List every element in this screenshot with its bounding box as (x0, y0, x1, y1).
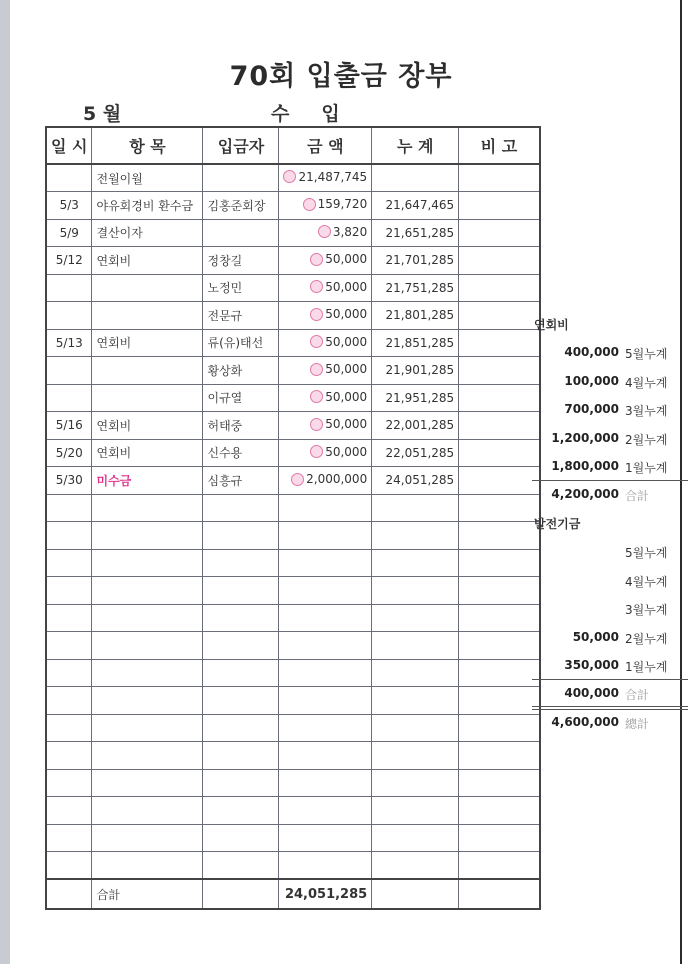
row-item (92, 274, 203, 302)
empty-cell (279, 742, 372, 770)
empty-cell (279, 522, 372, 550)
empty-cell (279, 797, 372, 825)
dues-row-value: 400,000 (564, 345, 619, 359)
row-amount-value: 50,000 (325, 362, 368, 376)
row-cumulative: 21,647,465 (372, 192, 459, 220)
empty-cell (372, 742, 459, 770)
row-note (459, 274, 540, 302)
scan-edge-right (680, 0, 700, 964)
scan-edge-left (0, 0, 10, 964)
dues-total-label: 合計 (625, 489, 650, 503)
empty-cell (46, 769, 92, 797)
seal-stamp-icon (310, 390, 323, 403)
empty-cell (279, 769, 372, 797)
empty-cell (459, 494, 540, 522)
dues-row (534, 431, 671, 448)
col-amount-header: 금 액 (279, 127, 372, 164)
empty-cell (372, 687, 459, 715)
empty-cell (92, 769, 203, 797)
fund-row (534, 630, 671, 647)
row-note (459, 192, 540, 220)
row-note (459, 329, 540, 357)
empty-cell (92, 494, 203, 522)
fund-row-label: 5월누계 (625, 546, 668, 560)
row-cumulative: 21,901,285 (372, 357, 459, 385)
row-cumulative: 24,051,285 (372, 467, 459, 495)
table-row-empty (46, 852, 540, 880)
table-row (46, 384, 540, 412)
row-item (92, 384, 203, 412)
dues-row-label: 5월누계 (625, 347, 668, 361)
empty-cell (92, 604, 203, 632)
empty-cell (46, 632, 92, 660)
empty-cell (203, 769, 279, 797)
section-label-part: 수 (271, 103, 294, 125)
empty-cell (372, 714, 459, 742)
empty-cell (203, 687, 279, 715)
row-cumulative: 22,001,285 (372, 412, 459, 440)
row-item: 야유회경비 환수금 (92, 192, 203, 220)
empty-cell (92, 797, 203, 825)
table-row (46, 412, 540, 440)
dues-row-value: 100,000 (564, 373, 619, 388)
total-cumulative (372, 879, 459, 909)
empty-cell (92, 687, 203, 715)
dues-row (534, 374, 671, 391)
fund-heading: 발전기금 (534, 517, 581, 531)
row-item: 연회비 (92, 439, 203, 467)
seal-stamp-icon (310, 253, 323, 266)
row-payer: 전문규 (203, 302, 279, 330)
dues-row (534, 459, 671, 476)
row-cumulative: 22,051,285 (372, 439, 459, 467)
table-row (46, 439, 540, 467)
empty-cell (279, 714, 372, 742)
empty-cell (46, 577, 92, 605)
col-note-header: 비 고 (459, 127, 540, 164)
month-label: 5 월 (83, 103, 122, 125)
dues-divider (532, 480, 688, 481)
row-payer: 황상화 (203, 357, 279, 385)
row-item: 연회비 (92, 329, 203, 357)
fund-row-label: 4월누계 (625, 574, 668, 589)
row-item: 연회비 (92, 412, 203, 440)
table-row-empty (46, 577, 540, 605)
seal-stamp-icon (310, 335, 323, 348)
row-item: 결산이자 (92, 219, 203, 247)
row-date (46, 302, 92, 330)
empty-cell (203, 659, 279, 687)
row-amount-value: 50,000 (325, 417, 368, 431)
row-amount-value: 50,000 (325, 252, 368, 266)
fund-row-label: 2월누계 (625, 631, 668, 646)
row-amount-value: 21,487,745 (298, 169, 368, 184)
empty-cell (279, 577, 372, 605)
row-payer: 이규열 (203, 384, 279, 412)
row-note (459, 247, 540, 275)
fund-divider (532, 679, 688, 680)
empty-cell (279, 494, 372, 522)
empty-cell (459, 852, 540, 880)
row-amount (279, 384, 372, 412)
table-row-empty (46, 742, 540, 770)
row-amount-value: 2,000,000 (306, 472, 368, 486)
grand-total-label: 總計 (625, 717, 650, 731)
row-amount (279, 219, 372, 247)
fund-row-value: 50,000 (572, 629, 619, 644)
table-row-empty (46, 632, 540, 660)
empty-cell (203, 852, 279, 880)
empty-cell (459, 769, 540, 797)
empty-cell (46, 494, 92, 522)
empty-cell (459, 742, 540, 770)
table-row-empty (46, 797, 540, 825)
empty-cell (459, 604, 540, 632)
row-cumulative: 21,701,285 (372, 247, 459, 275)
empty-cell (46, 687, 92, 715)
empty-cell (46, 742, 92, 770)
row-amount (279, 247, 372, 275)
empty-cell (92, 714, 203, 742)
row-amount (279, 439, 372, 467)
fund-total (534, 686, 671, 703)
table-row (46, 357, 540, 385)
empty-cell (203, 522, 279, 550)
seal-stamp-icon (310, 308, 323, 321)
empty-cell (459, 632, 540, 660)
empty-cell (372, 632, 459, 660)
grand-total (534, 715, 671, 732)
empty-cell (372, 604, 459, 632)
row-amount (279, 274, 372, 302)
empty-cell (46, 714, 92, 742)
row-note (459, 219, 540, 247)
empty-cell (92, 522, 203, 550)
row-amount-value: 50,000 (325, 279, 368, 294)
total-label: 合計 (92, 879, 203, 909)
row-payer: 정창길 (203, 247, 279, 275)
empty-cell (279, 604, 372, 632)
table-row (46, 247, 540, 275)
row-date (46, 384, 92, 412)
dues-row-value: 700,000 (564, 402, 619, 416)
row-date (46, 164, 92, 192)
empty-cell (459, 824, 540, 852)
seal-stamp-icon (310, 418, 323, 431)
empty-cell (92, 549, 203, 577)
row-payer: 신수용 (203, 439, 279, 467)
empty-cell (46, 852, 92, 880)
empty-cell (203, 824, 279, 852)
row-note (459, 412, 540, 440)
empty-cell (92, 824, 203, 852)
table-row-empty (46, 714, 540, 742)
row-date: 5/20 (46, 439, 92, 467)
row-cumulative: 21,651,285 (372, 219, 459, 247)
row-amount-value: 50,000 (325, 444, 368, 459)
col-payer-header: 입금자 (203, 127, 279, 164)
row-date: 5/12 (46, 247, 92, 275)
row-amount (279, 467, 372, 495)
seal-stamp-icon (310, 363, 323, 376)
dues-row-value: 1,800,000 (551, 459, 619, 473)
empty-cell (279, 549, 372, 577)
row-payer: 류(유)태선 (203, 329, 279, 357)
dues-heading: 연회비 (534, 318, 569, 332)
row-item (92, 302, 203, 330)
total-note (459, 879, 540, 909)
empty-cell (459, 797, 540, 825)
dues-total (534, 487, 671, 504)
row-amount (279, 357, 372, 385)
fund-row-label: 1월누계 (625, 660, 668, 674)
row-date: 5/13 (46, 329, 92, 357)
total-row (46, 879, 540, 909)
row-note (459, 384, 540, 412)
total-payer (203, 879, 279, 909)
row-note (459, 467, 540, 495)
empty-cell (279, 687, 372, 715)
empty-cell (459, 522, 540, 550)
grand-total-value: 4,600,000 (551, 715, 619, 729)
row-date: 5/30 (46, 467, 92, 495)
empty-cell (372, 494, 459, 522)
empty-cell (372, 769, 459, 797)
table-row (46, 192, 540, 220)
empty-cell (372, 549, 459, 577)
empty-cell (203, 797, 279, 825)
empty-cell (46, 522, 92, 550)
dues-row-label: 2월누계 (625, 432, 668, 447)
empty-cell (46, 549, 92, 577)
empty-cell (279, 632, 372, 660)
empty-cell (46, 659, 92, 687)
row-payer: 심흥규 (203, 467, 279, 495)
row-date: 5/16 (46, 412, 92, 440)
row-amount (279, 302, 372, 330)
dues-row-label: 3월누계 (625, 404, 668, 418)
ledger-body (46, 164, 540, 909)
table-row-empty (46, 824, 540, 852)
row-note (459, 439, 540, 467)
fund-total-label: 合計 (625, 688, 650, 702)
seal-stamp-icon (303, 198, 316, 211)
total-amount: 24,051,285 (279, 879, 372, 909)
page-title: 70회 입출금 장부 (229, 61, 453, 92)
dues-row (534, 345, 671, 362)
row-cumulative: 21,751,285 (372, 274, 459, 302)
row-payer (203, 219, 279, 247)
dues-row-label: 4월누계 (625, 375, 668, 390)
ledger-table (45, 126, 541, 910)
empty-cell (279, 852, 372, 880)
table-row (46, 274, 540, 302)
seal-stamp-icon (318, 225, 331, 238)
fund-row (534, 658, 671, 675)
empty-cell (372, 797, 459, 825)
row-amount-value: 50,000 (325, 307, 368, 321)
row-note (459, 302, 540, 330)
empty-cell (372, 577, 459, 605)
table-row-empty (46, 687, 540, 715)
dues-row (534, 402, 671, 419)
row-amount-value: 50,000 (325, 334, 368, 349)
section-label-part: 입 (321, 103, 344, 125)
row-date (46, 274, 92, 302)
empty-cell (459, 577, 540, 605)
table-row (46, 302, 540, 330)
seal-stamp-icon (291, 473, 304, 486)
table-row (46, 467, 540, 495)
empty-cell (92, 659, 203, 687)
fund-row (534, 544, 671, 561)
header-row (46, 127, 540, 164)
fund-row (534, 573, 671, 590)
row-payer: 노정민 (203, 274, 279, 302)
empty-cell (459, 549, 540, 577)
row-amount (279, 164, 372, 192)
grand-divider (532, 709, 688, 710)
empty-cell (372, 522, 459, 550)
row-cumulative: 21,951,285 (372, 384, 459, 412)
row-payer: 허태중 (203, 412, 279, 440)
empty-cell (203, 632, 279, 660)
dues-row-label: 1월누계 (625, 461, 668, 475)
section-label (271, 99, 344, 126)
row-cumulative (372, 164, 459, 192)
table-row-empty (46, 604, 540, 632)
table-row-empty (46, 659, 540, 687)
row-date: 5/9 (46, 219, 92, 247)
empty-cell (46, 797, 92, 825)
empty-cell (372, 659, 459, 687)
row-amount (279, 412, 372, 440)
row-amount (279, 192, 372, 220)
row-item: 연회비 (92, 247, 203, 275)
empty-cell (203, 604, 279, 632)
table-row-empty (46, 769, 540, 797)
row-amount-value: 50,000 (325, 389, 368, 404)
empty-cell (203, 742, 279, 770)
row-amount-value: 159,720 (317, 197, 368, 211)
row-cumulative: 21,801,285 (372, 302, 459, 330)
empty-cell (279, 824, 372, 852)
row-date (46, 357, 92, 385)
row-item: 전월이월 (92, 164, 203, 192)
empty-cell (46, 824, 92, 852)
empty-cell (459, 714, 540, 742)
table-row (46, 219, 540, 247)
row-payer: 김홍준회장 (203, 192, 279, 220)
dues-row-value: 1,200,000 (551, 430, 619, 445)
row-amount (279, 329, 372, 357)
row-note (459, 357, 540, 385)
empty-cell (372, 824, 459, 852)
dues-total-value: 4,200,000 (551, 487, 619, 501)
row-payer (203, 164, 279, 192)
row-amount-value: 3,820 (332, 224, 368, 239)
fund-row-label: 3월누계 (625, 603, 668, 617)
empty-cell (459, 659, 540, 687)
empty-cell (92, 742, 203, 770)
seal-stamp-icon (310, 445, 323, 458)
table-row (46, 329, 540, 357)
table-row-empty (46, 549, 540, 577)
row-item: 미수금 (92, 467, 203, 495)
col-cumulative-header: 누 계 (372, 127, 459, 164)
empty-cell (203, 577, 279, 605)
empty-cell (92, 632, 203, 660)
empty-cell (92, 852, 203, 880)
empty-cell (459, 687, 540, 715)
table-row-empty (46, 522, 540, 550)
col-date-header: 일 시 (46, 127, 92, 164)
row-item (92, 357, 203, 385)
empty-cell (203, 714, 279, 742)
table-row-empty (46, 494, 540, 522)
empty-cell (92, 577, 203, 605)
fund-row-value: 350,000 (564, 658, 619, 672)
row-date: 5/3 (46, 192, 92, 220)
table-row (46, 164, 540, 192)
fund-total-value: 400,000 (564, 686, 619, 700)
row-note (459, 164, 540, 192)
empty-cell (203, 549, 279, 577)
seal-stamp-icon (283, 170, 296, 183)
fund-row (534, 601, 671, 618)
empty-cell (279, 659, 372, 687)
col-item-header: 항 목 (92, 127, 203, 164)
seal-stamp-icon (310, 280, 323, 293)
total-date (46, 879, 92, 909)
row-cumulative: 21,851,285 (372, 329, 459, 357)
empty-cell (372, 852, 459, 880)
empty-cell (46, 604, 92, 632)
empty-cell (203, 494, 279, 522)
grand-divider (532, 706, 688, 707)
